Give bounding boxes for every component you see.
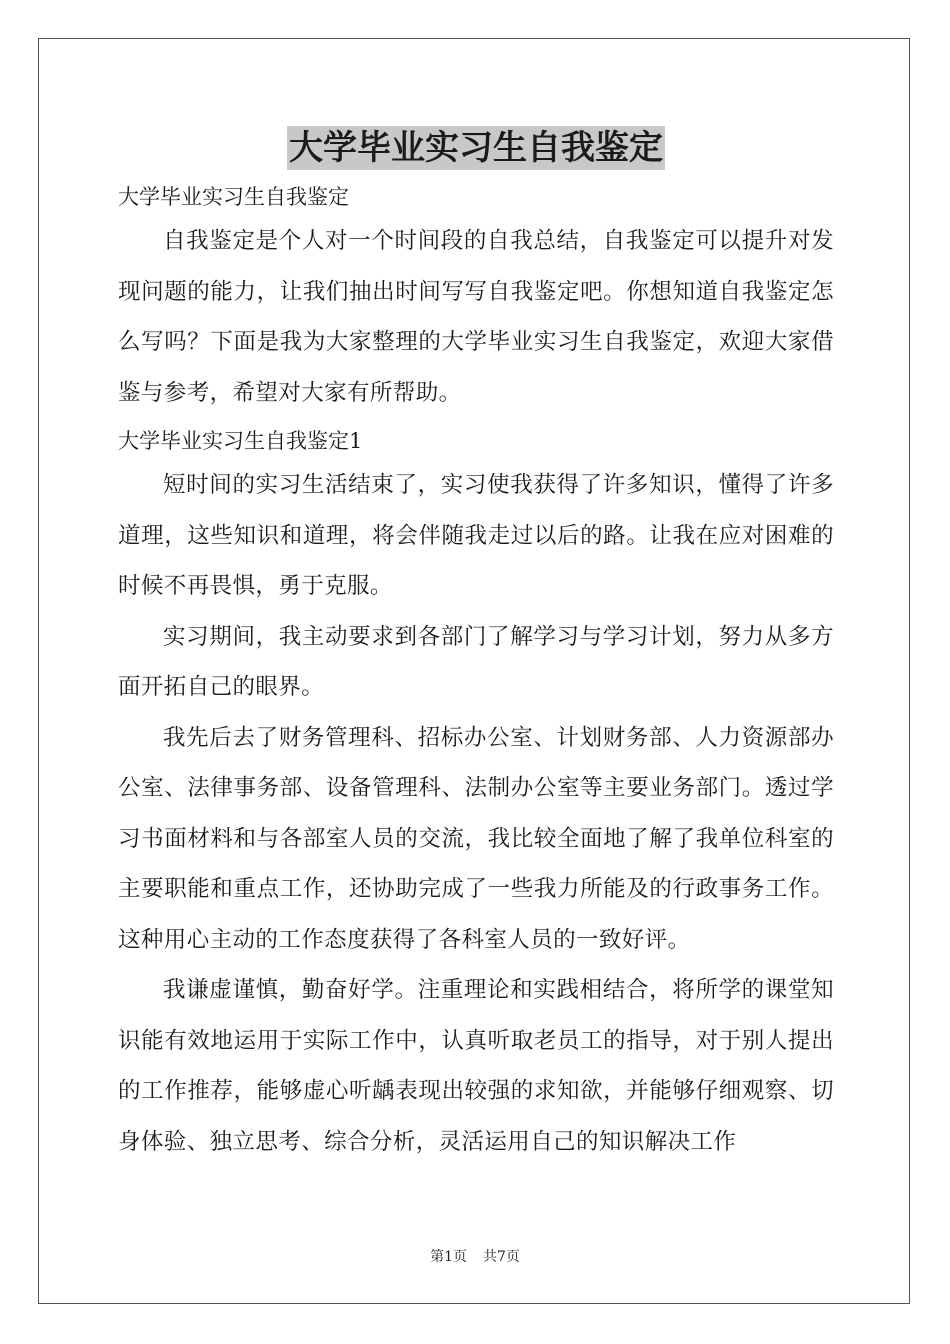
page-total: 共7页 (483, 1249, 520, 1265)
document-title-text: 大学毕业实习生自我鉴定 (289, 128, 663, 168)
body-paragraph: 短时间的实习生活结束了，实习使我获得了许多知识，懂得了许多道理，这些知识和道理，将会伴随我走过以后的路。让我在应对困难的时候不再畏惧，勇于克服。 (118, 472, 834, 599)
section-heading: 大学毕业实习生自我鉴定1 (118, 429, 363, 453)
body-paragraph: 我先后去了财务管理科、招标办公室、计划财务部、人力资源部办公室、法律事务部、设备管理科、法制办公室等主要业务部门。透过学习书面材料和与各部室人员的交流，我比较全面地了解了我单位科室的主要职能和重点工作，还协助完成了一些我力所能及的行政事务工作。这种用心主动的工作态度获得了各科室人员的一致好评。 (118, 724, 834, 953)
body-paragraph: 我谦虚谨慎，勤奋好学。注重理论和实践相结合，将所学的课堂知识能有效地运用于实际工作中，认真听取老员工的指导，对于别人提出的工作推荐，能够虚心听龋表现出较强的求知欲，并能够仔细观察、切身体验、独立思考、综合分析，灵活运用自己的知识解决工作 (118, 977, 834, 1155)
intro-paragraph: 自我鉴定是个人对一个时间段的自我总结，自我鉴定可以提升对发现问题的能力，让我们抽出时间写写自我鉴定吧。你想知道自我鉴定怎么写吗？下面是我为大家整理的大学毕业实习生自我鉴定，欢迎大家借鉴与参考，希望对大家有所帮助。 (118, 228, 834, 406)
page-number: 第1页 (430, 1249, 467, 1265)
document-subtitle: 大学毕业实习生自我鉴定 (118, 185, 349, 209)
page-footer (0, 1247, 950, 1267)
body-paragraph: 实习期间，我主动要求到各部门了解学习与学习计划，努力从多方面开拓自己的眼界。 (118, 623, 834, 700)
document-body (118, 124, 834, 1167)
document-title (118, 124, 834, 172)
